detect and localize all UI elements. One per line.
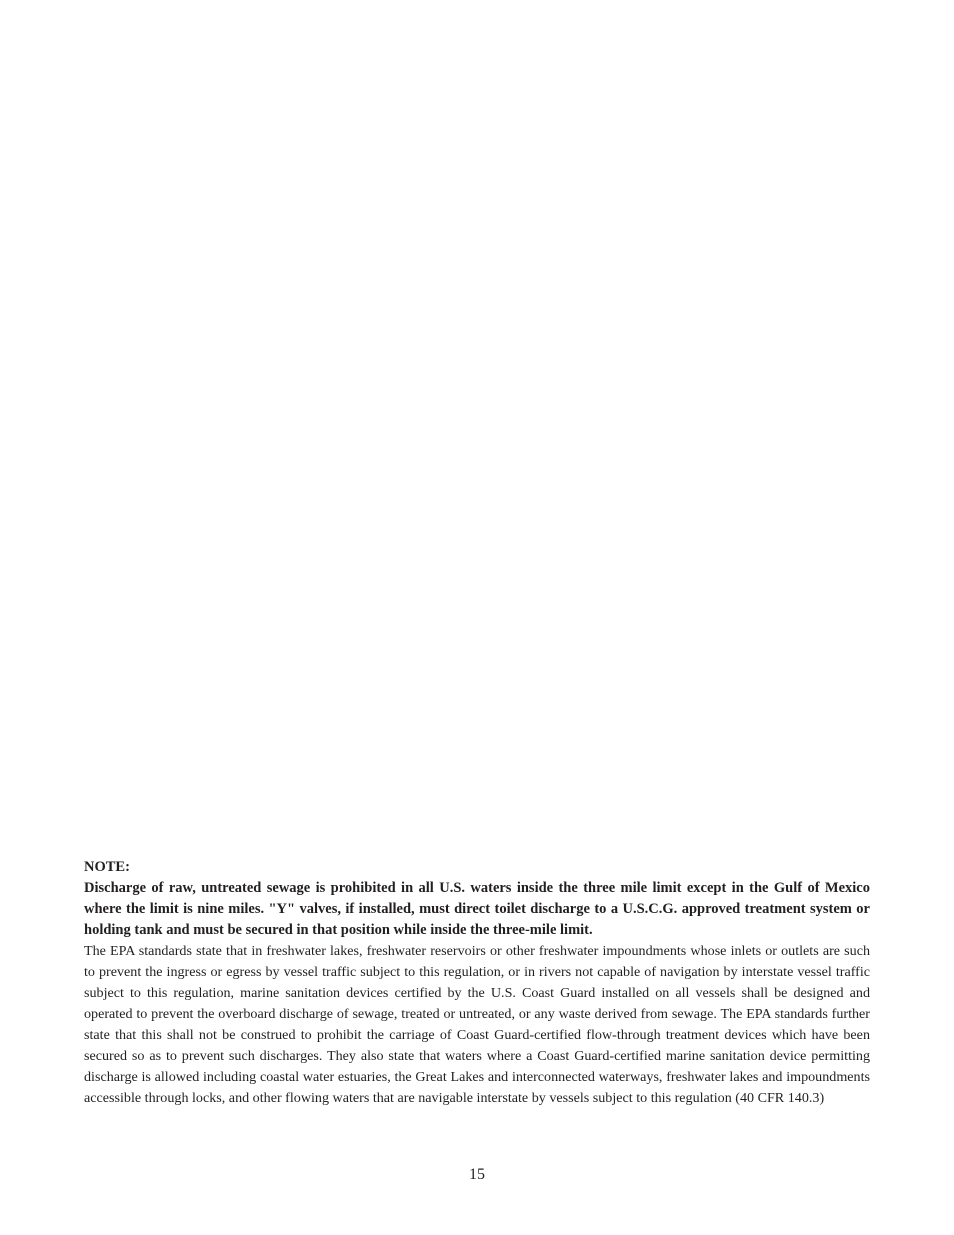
note-heading: NOTE: <box>84 859 130 875</box>
page-number: 15 <box>469 1166 485 1183</box>
note-section <box>84 857 870 1109</box>
note-body-paragraph: The EPA standards state that in freshwater lakes, freshwater reservoirs or other freshwater impoundments whose inlets or outlets are such to prevent the ingress or egress by vessel traffic subject to this regulation, or in rivers not capable of navigation by interstate vessel traffic subject to this regulation, marine sanitation devices certified by the U.S. Coast Guard installed on all vessels shall be designed and operated to prevent the overboard discharge of sewage, treated or untreated, or any waste derived from sewage. The EPA standards further state that this shall not be construed to prohibit the carriage of Coast Guard-certified flow-through treatment devices which have been secured so as to prevent such discharges. They also state that waters where a Coast Guard-certified marine sanitation device permitting discharge is allowed including coastal water estuaries, the Great Lakes and interconnected waterways, freshwater lakes and impoundments accessible through locks, and other flowing waters that are navigable interstate by vessels subject to this regulation (40 CFR 140.3) <box>84 943 870 1106</box>
note-warning-paragraph: Discharge of raw, untreated sewage is prohibited in all U.S. waters inside the three mile limit except in the Gulf of Mexico where the limit is nine miles. "Y" valves, if installed, must direct toilet discharge to a U.S.C.G. approved treatment system or holding tank and must be secured in that position while inside the three-mile limit. <box>84 880 870 938</box>
